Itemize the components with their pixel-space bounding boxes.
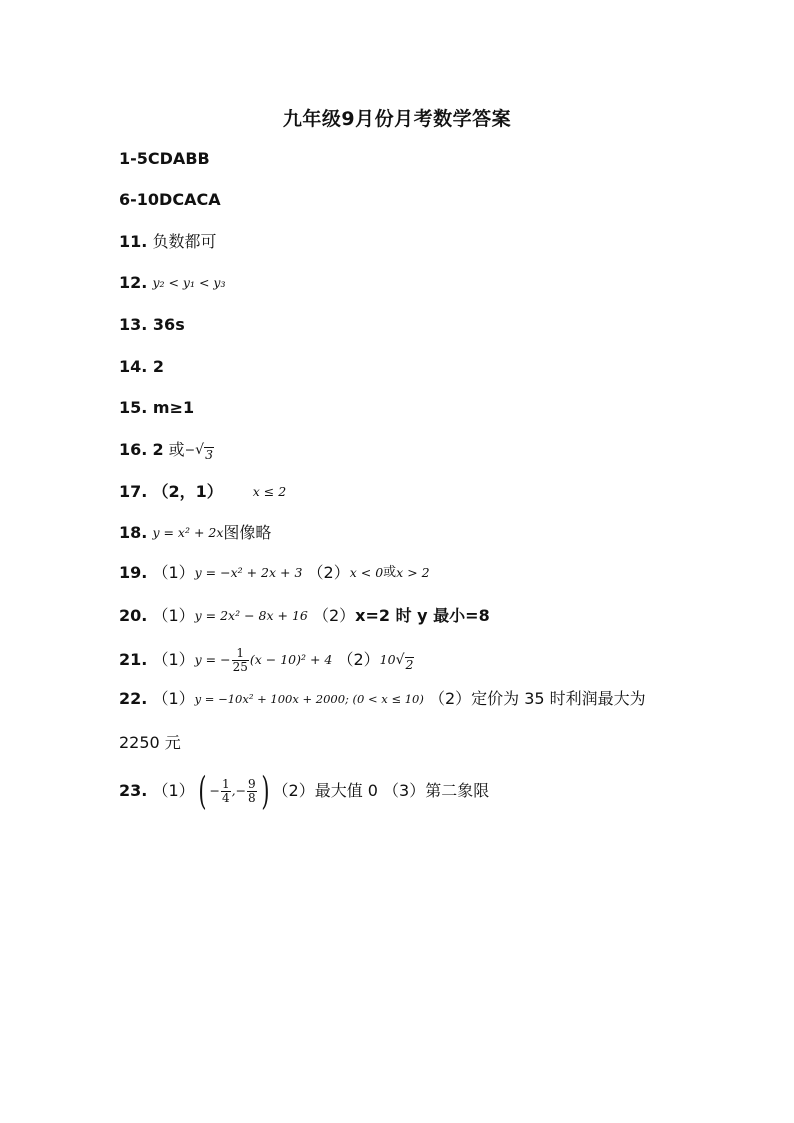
answer-formula: y = 2x² − 8x + 16: [194, 608, 308, 623]
formula-prefix: y = −: [194, 652, 231, 667]
part-2-label: （2）: [307, 563, 350, 582]
answer-6-10: 6-10DCACA: [119, 190, 221, 209]
answer-1-5: 1-5CDABB: [119, 149, 210, 168]
answer-formula: x > 2: [396, 565, 430, 580]
answer-20: [119, 604, 490, 628]
part-1-label: （1）: [152, 606, 195, 625]
fraction-denominator: 4: [221, 790, 230, 805]
answer-number: 16.: [119, 440, 148, 459]
answer-number: 14.: [119, 357, 148, 376]
answer-formula: y = −x² + 2x + 3: [194, 565, 303, 580]
answer-21: [119, 645, 414, 675]
answer-text: 2: [152, 440, 164, 459]
answer-text: 2250 元: [119, 733, 181, 752]
fraction-denominator: 8: [248, 790, 256, 805]
minus-sign: −: [209, 783, 220, 798]
answer-or: 或: [383, 565, 397, 580]
fraction: [247, 778, 257, 805]
answer-formula: y₂ < y₁ < y₃: [152, 275, 226, 290]
answer-16: [119, 438, 214, 462]
answer-18: [119, 521, 271, 545]
answer-22-continued: [119, 731, 181, 755]
answer-text: 图像略: [223, 523, 272, 542]
sqrt-symbol: √ 3: [195, 442, 214, 462]
minus-sign: −: [235, 783, 247, 798]
formula-suffix: (x − 10)² + 4: [249, 652, 333, 667]
answer-number: 22.: [119, 689, 148, 708]
answer-text: 36s: [152, 315, 185, 334]
answer-number: 12.: [119, 273, 148, 292]
answer-formula: y = x² + 2x: [152, 525, 224, 540]
answer-text: （2）定价为 35 时利润最大为: [428, 689, 646, 708]
answer-number: 17.: [119, 482, 148, 501]
answer-formula: y = −10x² + 100x + 2000; (0 < x ≤ 10): [194, 692, 424, 706]
answer-formula: x < 0: [349, 565, 384, 580]
part-2-label: （2）: [337, 650, 380, 669]
fraction: [221, 778, 231, 805]
answer-text: m≥1: [152, 398, 195, 417]
answer-text: （2，1）: [152, 482, 223, 501]
fraction-denominator: 25: [232, 659, 248, 674]
answer-text: x=2 时 y 最小=8: [355, 606, 490, 625]
answer-number: 21.: [119, 650, 148, 669]
answer-or: 或: [168, 440, 185, 459]
answer-number: 11.: [119, 232, 148, 251]
answer-17: [119, 480, 286, 504]
answer-number: 18.: [119, 523, 148, 542]
page-title: 九年级9月份月考数学答案: [282, 108, 512, 130]
coefficient: 10: [379, 652, 396, 667]
answer-23: [119, 770, 489, 812]
answer-formula: [195, 769, 273, 813]
right-paren: ): [261, 769, 270, 813]
answer-number: 19.: [119, 563, 148, 582]
radicand: 2: [405, 657, 414, 672]
part-1-label: （1）: [152, 650, 195, 669]
fraction: [232, 647, 249, 674]
fraction-numerator: 1: [236, 645, 245, 660]
answer-text: （2）最大值 0 （3）第二象限: [272, 781, 490, 800]
comma: ,: [231, 783, 236, 798]
answer-14: [119, 355, 164, 379]
part-1-label: （1）: [152, 689, 195, 708]
answer-formula: [380, 648, 415, 672]
answer-text: 2: [152, 357, 165, 376]
part-2-label: （2）: [312, 606, 356, 625]
left-paren: (: [197, 769, 207, 813]
answer-number: 23.: [119, 781, 148, 800]
minus-sign: −: [184, 442, 196, 457]
fraction-numerator: 1: [221, 776, 230, 791]
answer-19: [119, 561, 430, 585]
part-1-label: （1）: [152, 563, 195, 582]
answer-12: [119, 271, 226, 295]
answer-number: 13.: [119, 315, 148, 334]
radicand: 3: [205, 447, 214, 462]
answer-number: 20.: [119, 606, 148, 625]
answer-formula: x ≤ 2: [252, 484, 287, 499]
sqrt-symbol: √ 2: [395, 652, 414, 672]
answer-text: 负数都可: [152, 232, 217, 251]
answer-number: 15.: [119, 398, 148, 417]
answer-15: [119, 396, 194, 420]
answer-formula: [185, 438, 214, 462]
part-1-label: （1）: [152, 781, 195, 800]
answer-11: [119, 230, 216, 254]
answer-formula: [195, 647, 333, 674]
answer-13: [119, 313, 185, 337]
fraction-numerator: 9: [248, 776, 256, 791]
answer-22: [119, 687, 646, 711]
